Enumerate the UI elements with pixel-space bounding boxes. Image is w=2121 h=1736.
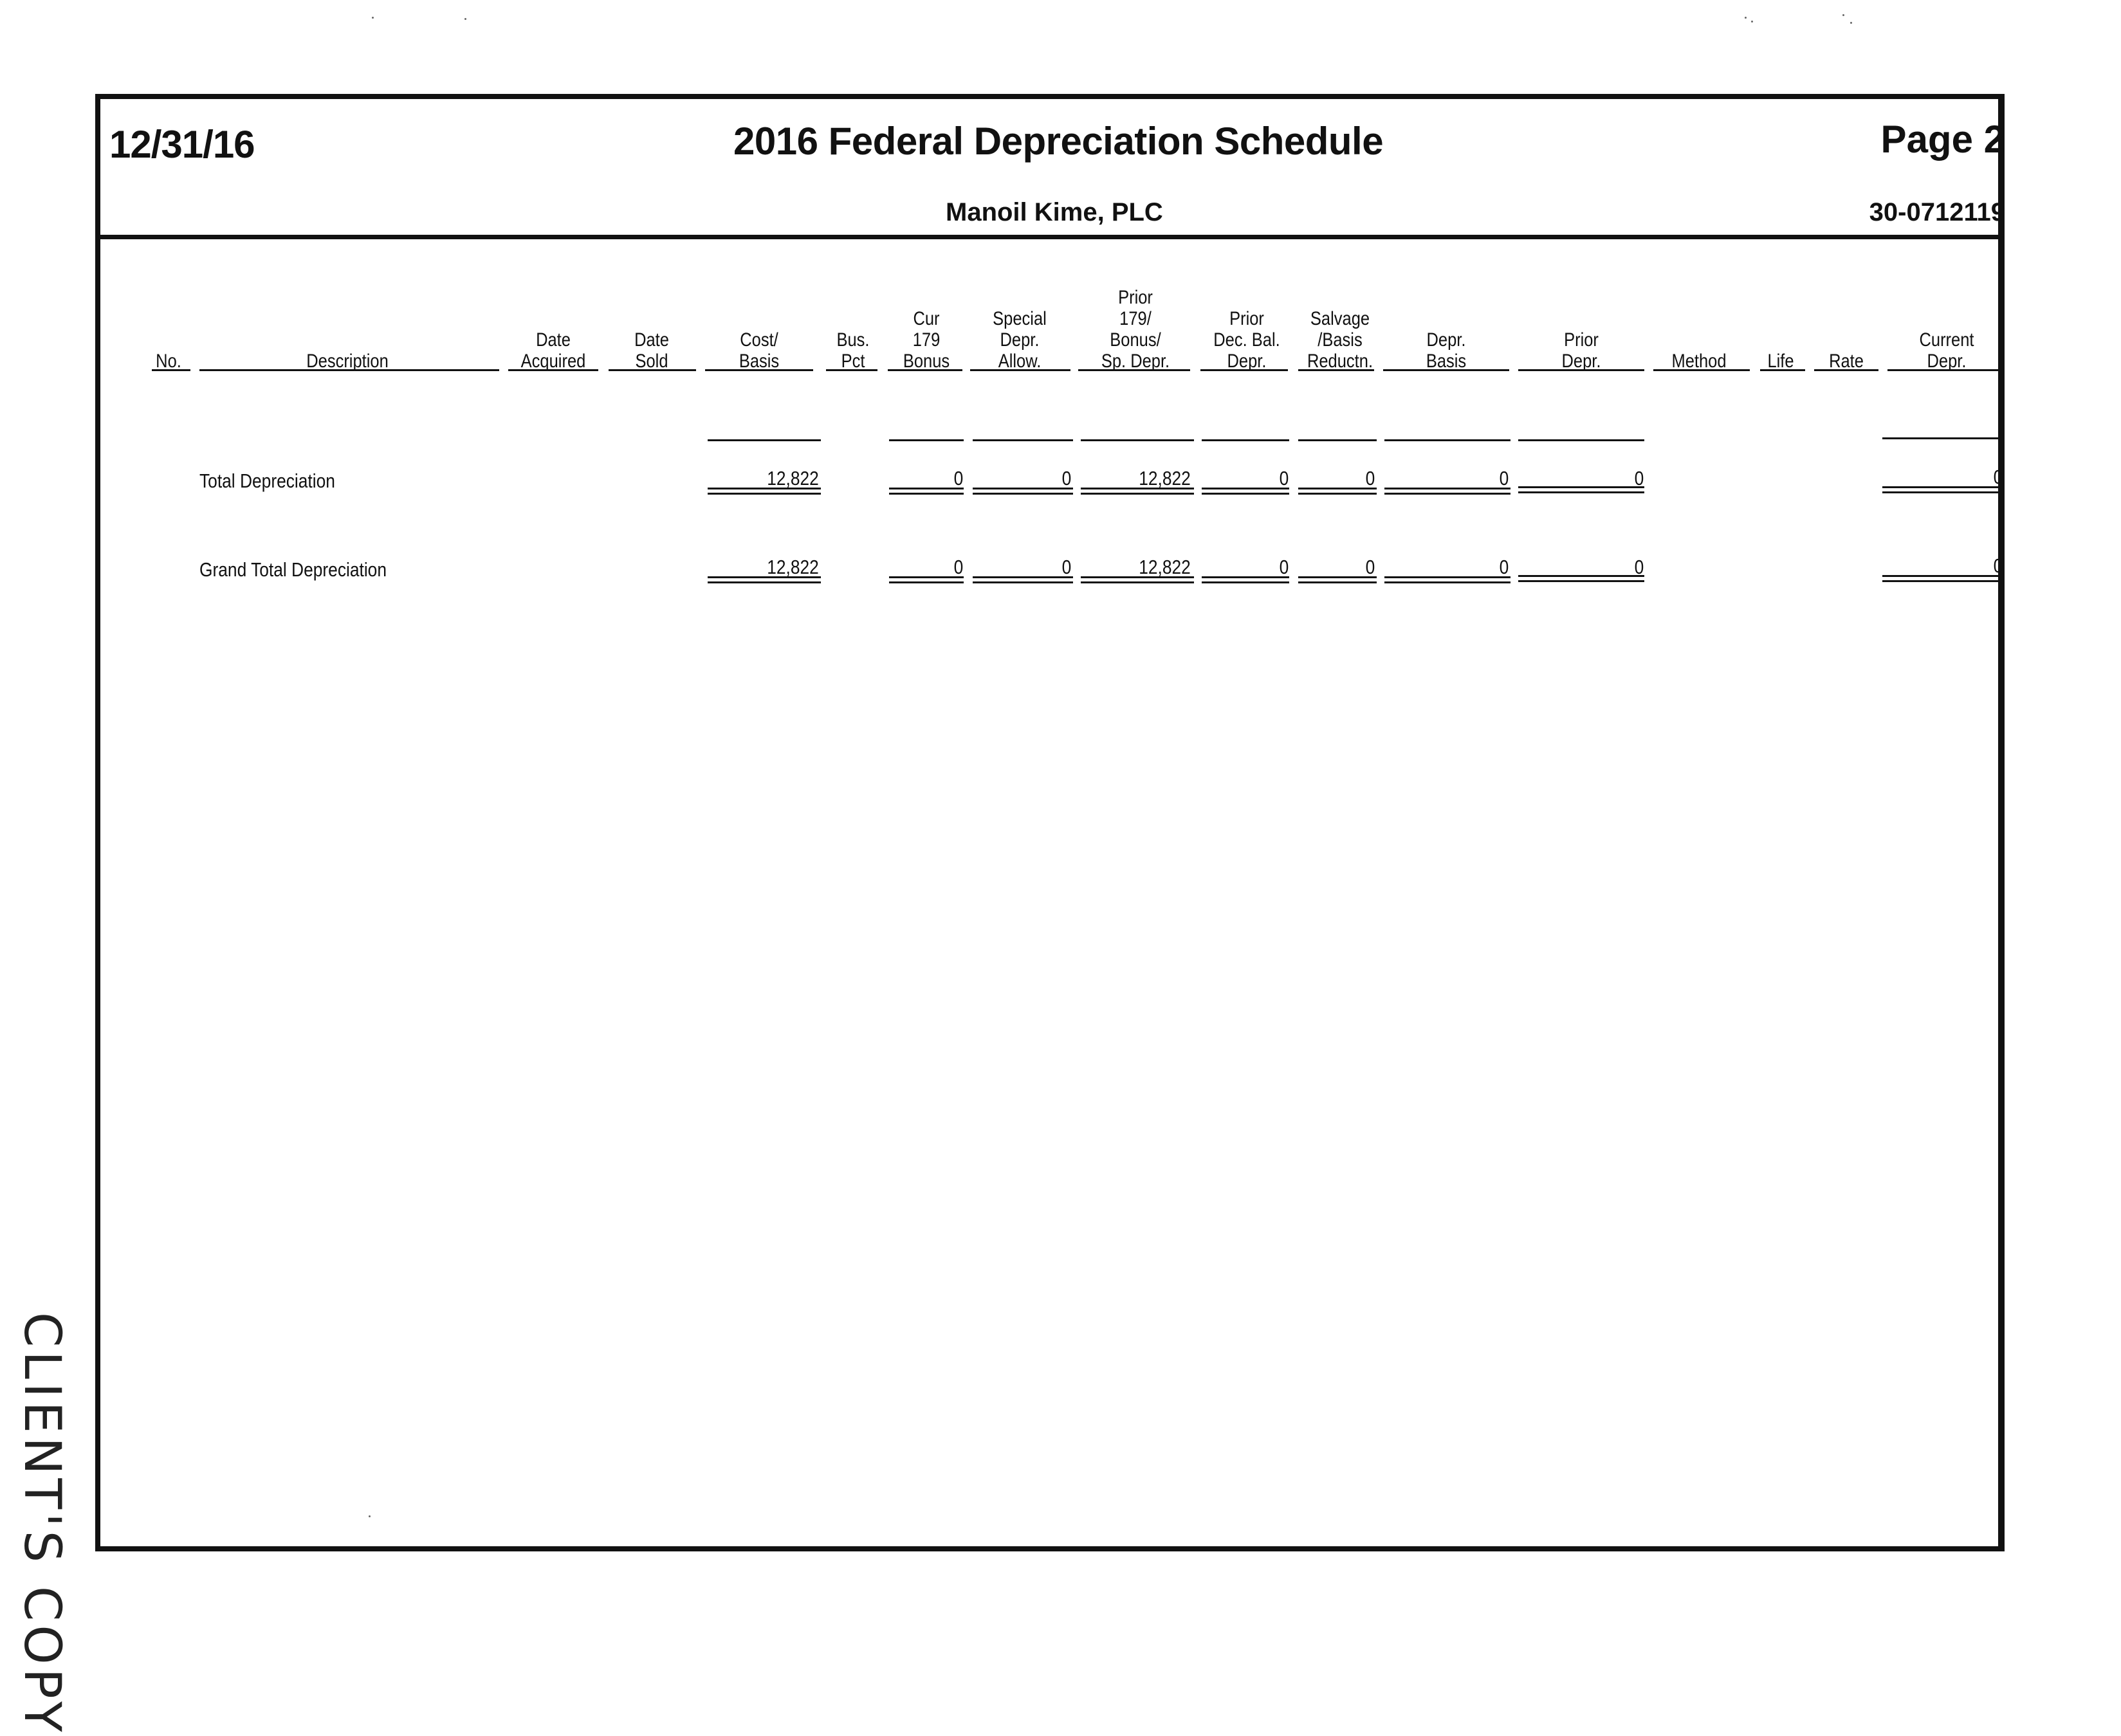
column-header-rate: Rate bbox=[1829, 351, 1864, 372]
column-header-no: No. bbox=[156, 351, 181, 372]
total-salvage-basis-reductn: 0 bbox=[1365, 467, 1375, 489]
scan-speck bbox=[1842, 14, 1844, 16]
header-divider bbox=[95, 235, 2005, 239]
column-header-prior-179-bonus-sp-depr: Prior 179/ Bonus/ Sp. Depr. bbox=[1101, 287, 1170, 372]
grand-total-cur-179-bonus: 0 bbox=[953, 556, 963, 578]
grand-total-current-depr: 0 bbox=[1993, 554, 2003, 577]
scan-speck bbox=[1751, 21, 1753, 23]
total-depr-basis: 0 bbox=[1499, 467, 1509, 489]
total-rule-special-depr-allow bbox=[973, 439, 1073, 441]
grand-total-double-rule-current-depr bbox=[1882, 575, 2005, 582]
grand-total-double-rule-prior-dec-bal-depr bbox=[1202, 576, 1289, 583]
grand-total-cost-basis: 12,822 bbox=[767, 556, 819, 578]
column-header-depr-basis: Depr. Basis bbox=[1426, 329, 1467, 372]
total-double-rule-prior-depr bbox=[1518, 486, 1644, 493]
column-header-current-depr: Current Depr. bbox=[1919, 329, 1974, 372]
grand-total-double-rule-cur-179-bonus bbox=[889, 576, 964, 583]
grand-total-prior-dec-bal-depr: 0 bbox=[1279, 556, 1289, 578]
total-double-rule-special-depr-allow bbox=[973, 488, 1073, 495]
column-header-life: Life bbox=[1767, 351, 1794, 372]
header-underline-date-sold bbox=[609, 369, 696, 371]
header-underline-date-acquired bbox=[508, 369, 598, 371]
grand-total-double-rule-prior-179-bonus-sp-depr bbox=[1081, 576, 1194, 583]
column-header-date-acquired: Date Acquired bbox=[520, 329, 586, 372]
header-underline-current-depr bbox=[1887, 369, 2002, 371]
header-underline-prior-dec-bal-depr bbox=[1200, 369, 1288, 371]
header-underline-prior-depr bbox=[1518, 369, 1644, 371]
grand-total-double-rule-salvage-basis-reductn bbox=[1298, 576, 1377, 583]
total-prior-depr: 0 bbox=[1634, 467, 1644, 489]
scan-speck bbox=[1745, 17, 1747, 19]
total-rule-prior-179-bonus-sp-depr bbox=[1081, 439, 1194, 441]
total-rule-prior-depr bbox=[1518, 439, 1644, 441]
grand-total-depr-basis: 0 bbox=[1499, 556, 1509, 578]
grand-total-double-rule-prior-depr bbox=[1518, 575, 1644, 582]
total-prior-179-bonus-sp-depr: 12,822 bbox=[1139, 467, 1191, 489]
column-header-method: Method bbox=[1671, 351, 1727, 372]
total-cost-basis: 12,822 bbox=[767, 467, 819, 489]
total-prior-dec-bal-depr: 0 bbox=[1279, 467, 1289, 489]
header-underline-method bbox=[1653, 369, 1750, 371]
scan-speck bbox=[1850, 22, 1852, 24]
total-rule-prior-dec-bal-depr bbox=[1202, 439, 1289, 441]
total-rule-cur-179-bonus bbox=[889, 439, 964, 441]
total-double-rule-depr-basis bbox=[1384, 488, 1510, 495]
total-current-depr: 0 bbox=[1993, 466, 2003, 488]
header-underline-no bbox=[152, 369, 190, 371]
total-rule-depr-basis bbox=[1384, 439, 1510, 441]
column-header-salvage-basis-reductn: Salvage /Basis Reductn. bbox=[1307, 308, 1373, 372]
header-underline-rate bbox=[1814, 369, 1878, 371]
column-header-special-depr-allow: Special Depr. Allow. bbox=[993, 308, 1047, 372]
header-underline-bus-pct bbox=[826, 369, 877, 371]
grand-total-double-rule-depr-basis bbox=[1384, 576, 1510, 583]
total-cur-179-bonus: 0 bbox=[953, 467, 963, 489]
clients-copy-stamp: CLIENT'S COPY bbox=[13, 1312, 71, 1736]
grand-total-prior-depr: 0 bbox=[1634, 556, 1644, 578]
schedule-date: 12/31/16 bbox=[109, 123, 255, 166]
total-double-rule-salvage-basis-reductn bbox=[1298, 488, 1377, 495]
total-double-rule-prior-dec-bal-depr bbox=[1202, 488, 1289, 495]
row-label-total-depreciation: Total Depreciation bbox=[199, 470, 335, 492]
header-underline-description bbox=[199, 369, 499, 371]
total-double-rule-cost-basis bbox=[708, 488, 821, 495]
header-underline-cost-basis bbox=[705, 369, 813, 371]
company-name: Manoil Kime, PLC bbox=[946, 198, 1163, 226]
total-double-rule-prior-179-bonus-sp-depr bbox=[1081, 488, 1194, 495]
total-double-rule-cur-179-bonus bbox=[889, 488, 964, 495]
header-underline-special-depr-allow bbox=[970, 369, 1070, 371]
total-rule-salvage-basis-reductn bbox=[1298, 439, 1377, 441]
grand-total-double-rule-cost-basis bbox=[708, 576, 821, 583]
row-label-grand-total-depreciation: Grand Total Depreciation bbox=[199, 558, 387, 581]
column-header-cost-basis: Cost/ Basis bbox=[739, 329, 780, 372]
header-underline-prior-179-bonus-sp-depr bbox=[1078, 369, 1190, 371]
header-underline-depr-basis bbox=[1383, 369, 1509, 371]
grand-total-prior-179-bonus-sp-depr: 12,822 bbox=[1139, 556, 1191, 578]
grand-total-double-rule-special-depr-allow bbox=[973, 576, 1073, 583]
schedule-title: 2016 Federal Depreciation Schedule bbox=[733, 120, 1384, 163]
column-header-date-sold: Date Sold bbox=[634, 329, 669, 372]
total-double-rule-current-depr bbox=[1882, 486, 2005, 493]
header-underline-salvage-basis-reductn bbox=[1298, 369, 1374, 371]
column-header-prior-depr: Prior Depr. bbox=[1561, 329, 1601, 372]
column-header-prior-dec-bal-depr: Prior Dec. Bal. Depr. bbox=[1213, 308, 1280, 372]
total-special-depr-allow: 0 bbox=[1061, 467, 1071, 489]
scan-speck bbox=[464, 18, 466, 20]
header-underline-life bbox=[1760, 369, 1805, 371]
header-underline-cur-179-bonus bbox=[888, 369, 962, 371]
grand-total-special-depr-allow: 0 bbox=[1061, 556, 1071, 578]
employer-id-number: 30-0712119 bbox=[1869, 198, 2005, 226]
column-header-bus-pct: Bus. Pct bbox=[836, 329, 870, 372]
total-rule-current-depr bbox=[1882, 437, 2005, 439]
column-header-cur-179-bonus: Cur 179 Bonus bbox=[903, 308, 950, 372]
scan-speck bbox=[372, 17, 374, 19]
grand-total-salvage-basis-reductn: 0 bbox=[1365, 556, 1375, 578]
column-header-description: Description bbox=[306, 351, 389, 372]
total-rule-cost-basis bbox=[708, 439, 821, 441]
page-number: Page 2 bbox=[1880, 118, 2005, 161]
